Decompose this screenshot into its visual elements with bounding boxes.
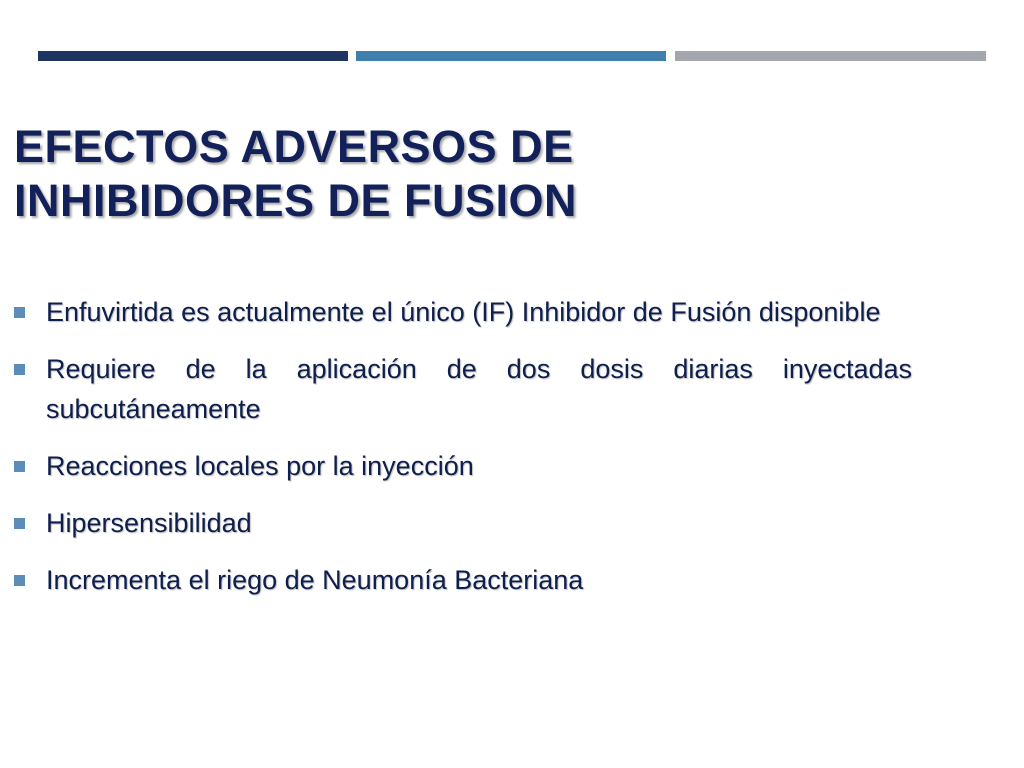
bullet-item (14, 503, 912, 543)
slide-title-line-1: EFECTOS ADVERSOS DE (14, 121, 574, 172)
bullet-text: Incrementa el riego de Neumonía Bacteriana (46, 565, 584, 595)
square-bullet-icon (14, 518, 25, 529)
bullet-item (14, 560, 912, 600)
square-bullet-icon (14, 364, 25, 375)
bullet-text: Reacciones locales por la inyección (46, 451, 474, 481)
bullet-item (14, 446, 912, 486)
header-accent-bars (38, 51, 986, 61)
accent-bar-medium-blue (356, 51, 666, 61)
accent-bar-gray (675, 51, 986, 61)
bullet-text: Hipersensibilidad (46, 508, 252, 538)
bullet-text: Requiere de la aplicación de dos dosis diarias inyectadas subcutáneamente (46, 354, 912, 424)
slide-title (14, 120, 914, 228)
slide-title-line-2: INHIBIDORES DE FUSION (14, 175, 578, 226)
bullet-text: Enfuvirtida es actualmente el único (IF) Inhibidor de Fusión disponible (46, 297, 881, 327)
bullet-list (14, 292, 912, 617)
square-bullet-icon (14, 307, 25, 318)
bullet-item (14, 349, 912, 429)
square-bullet-icon (14, 461, 25, 472)
square-bullet-icon (14, 575, 25, 586)
accent-bar-dark-blue (38, 51, 348, 61)
bullet-item (14, 292, 912, 332)
